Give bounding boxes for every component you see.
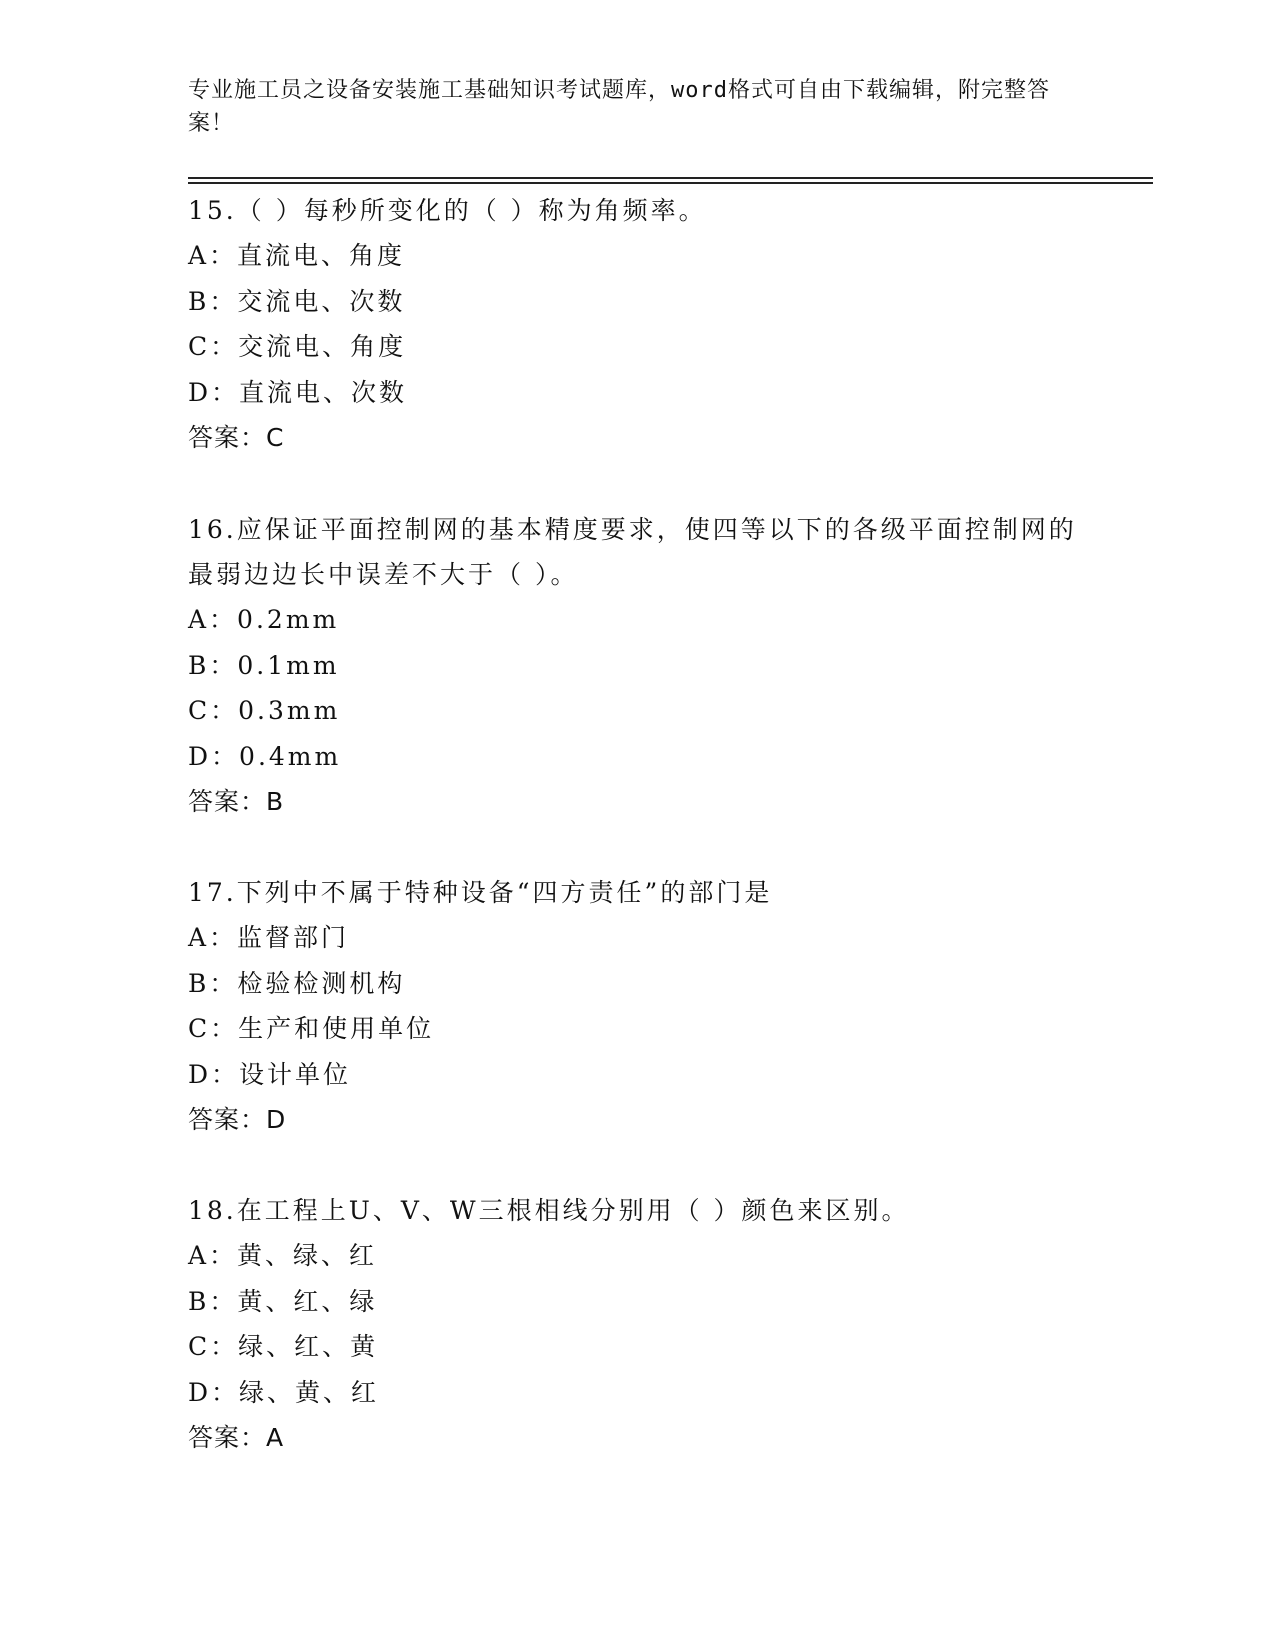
option-a: A：直流电、角度	[188, 241, 406, 270]
answer-line: 答案：D	[188, 1105, 287, 1134]
option-d: D：绿、黄、红	[188, 1377, 380, 1407]
document-header: 专业施工员之设备安装施工基础知识考试题库，word格式可自由下载编辑，附完整答案！	[188, 78, 1050, 136]
question-15	[188, 188, 1088, 461]
option-b: B：0.1mm	[188, 650, 340, 680]
option-a: A：监督部门	[188, 923, 350, 952]
option-d: D：设计单位	[188, 1059, 352, 1089]
option-a: A：0.2mm	[188, 605, 340, 634]
option-d: D：直流电、次数	[188, 377, 408, 407]
question-text: 16.应保证平面控制网的基本精度要求，使四等以下的各级平面控制网的最弱边边长中误差不大于（ ）。	[188, 515, 1077, 589]
option-c: C：交流电、角度	[188, 332, 407, 361]
option-d: D：0.4mm	[188, 741, 342, 771]
option-b: B：黄、红、绿	[188, 1286, 378, 1316]
question-text: 15.（ ）每秒所变化的（ ）称为角频率。	[188, 196, 707, 225]
option-c: C：生产和使用单位	[188, 1014, 435, 1043]
answer-line: 答案：B	[188, 787, 285, 816]
question-16	[188, 507, 1088, 825]
question-text: 18.在工程上U、V、W三根相线分别用（ ）颜色来区别。	[188, 1196, 910, 1225]
answer-line: 答案：C	[188, 423, 285, 452]
option-b: B：检验检测机构	[188, 968, 406, 998]
option-b: B：交流电、次数	[188, 286, 406, 316]
header-divider-bottom	[188, 182, 1153, 184]
answer-line: 答案：A	[188, 1423, 285, 1452]
question-text: 17.下列中不属于特种设备“四方责任”的部门是	[188, 878, 773, 907]
question-18	[188, 1188, 1088, 1461]
header-divider-top	[188, 177, 1153, 179]
option-c: C：0.3mm	[188, 696, 341, 725]
option-c: C：绿、红、黄	[188, 1332, 379, 1361]
question-17	[188, 870, 1088, 1143]
option-a: A：黄、绿、红	[188, 1241, 378, 1270]
